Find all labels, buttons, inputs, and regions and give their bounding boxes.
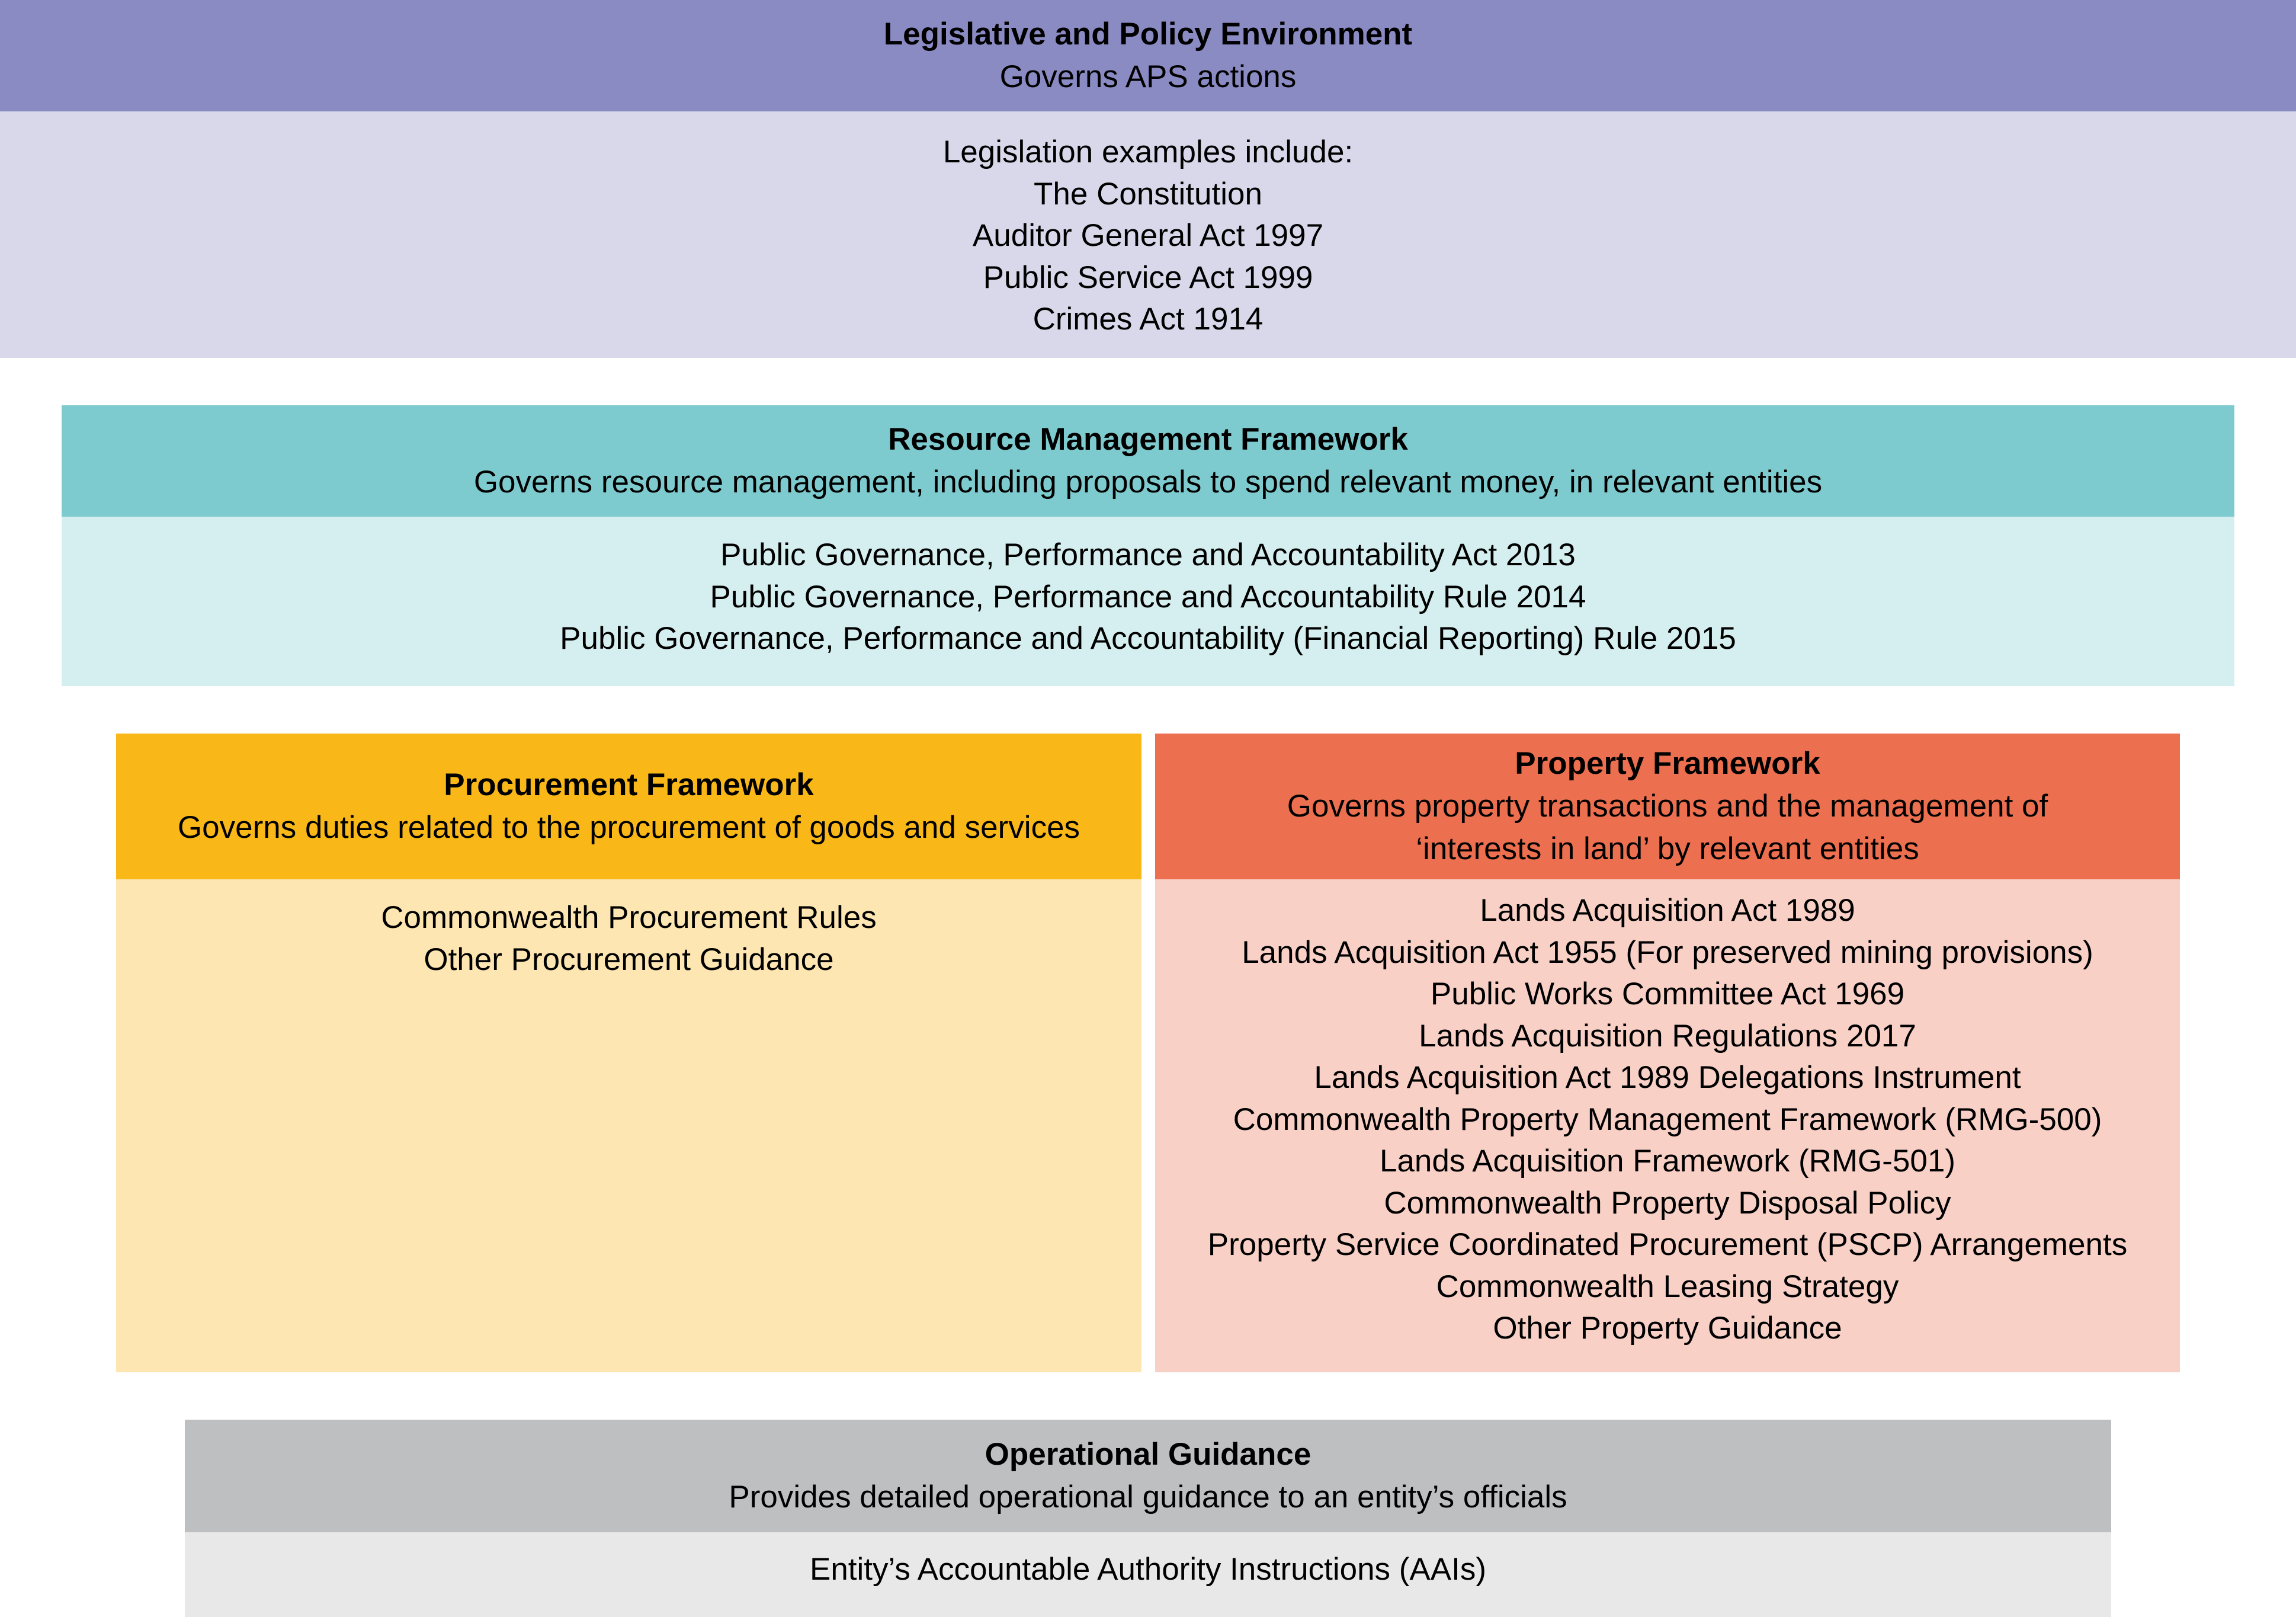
procurement-framework-title: Procurement Framework: [444, 767, 814, 802]
operational-guidance-subtitle: Provides detailed operational guidance to an entity’s officials: [729, 1480, 1567, 1514]
procurement-framework-list: [116, 879, 1141, 1372]
resource-management-list: [62, 517, 2234, 686]
legislation-item: Crimes Act 1914: [1032, 302, 1264, 337]
resource-management-subtitle: Governs resource management, including proposals to spend relevant money, in relevant entities: [473, 465, 1823, 499]
legislative-policy-subtitle: Governs APS actions: [999, 59, 1297, 94]
property-framework-block: [1155, 734, 2180, 1372]
procurement-framework-block: [116, 734, 1141, 1372]
legislative-policy-header: [0, 0, 2296, 111]
resource-item: Public Governance, Performance and Accountability Act 2013: [720, 537, 1576, 572]
legislative-policy-list: [0, 111, 2296, 358]
operational-guidance-title: Operational Guidance: [985, 1437, 1311, 1472]
operational-item: Entity’s Accountable Authority Instructions (AAIs): [809, 1552, 1486, 1587]
resource-management-title: Resource Management Framework: [888, 422, 1408, 457]
procurement-item: Commonwealth Procurement Rules: [381, 900, 877, 935]
procurement-framework-subtitle: Governs duties related to the procurement of goods and services: [177, 810, 1080, 845]
procurement-item: Other Procurement Guidance: [424, 942, 834, 977]
property-item: Lands Acquisition Act 1955 (For preserved mining provisions): [1242, 934, 2093, 970]
property-item: Commonwealth Leasing Strategy: [1436, 1269, 1899, 1304]
resource-item: Public Governance, Performance and Accountability Rule 2014: [710, 579, 1586, 614]
legislation-item: Auditor General Act 1997: [972, 218, 1324, 253]
property-item: Other Property Guidance: [1493, 1311, 1842, 1346]
property-item: Commonwealth Property Management Framework (RMG-500): [1233, 1102, 2102, 1137]
property-item: Public Works Committee Act 1969: [1430, 976, 1905, 1011]
property-framework-list: [1155, 879, 2180, 1372]
procurement-framework-header: [116, 734, 1141, 879]
property-framework-subtitle-line: ‘interests in land’ by relevant entities: [1416, 831, 1919, 866]
property-item: Commonwealth Property Disposal Policy: [1384, 1185, 1951, 1221]
legislative-policy-title: Legislative and Policy Environment: [883, 17, 1413, 52]
resource-item: Public Governance, Performance and Accountability (Financial Reporting) Rule 2015: [560, 621, 1736, 656]
property-item: Lands Acquisition Act 1989 Delegations Instrument: [1314, 1060, 2021, 1095]
property-item: Property Service Coordinated Procurement (PSCP) Arrangements: [1207, 1227, 2128, 1262]
property-framework-title: Property Framework: [1515, 746, 1820, 781]
resource-management-block: [62, 405, 2234, 686]
legislative-policy-block: [0, 0, 2296, 358]
property-framework-header: [1155, 734, 2180, 879]
legislation-item: The Constitution: [1034, 176, 1262, 212]
property-framework-subtitle-line: Governs property transactions and the management of: [1287, 789, 2048, 824]
legislation-item: Public Service Act 1999: [983, 260, 1313, 295]
property-item: Lands Acquisition Act 1989: [1480, 893, 1855, 928]
legislation-intro: Legislation examples include:: [942, 135, 1354, 169]
operational-guidance-list: [185, 1532, 2111, 1617]
property-item: Lands Acquisition Regulations 2017: [1419, 1018, 1916, 1054]
resource-management-header: [62, 405, 2234, 517]
operational-guidance-block: [185, 1420, 2111, 1617]
property-item: Lands Acquisition Framework (RMG-501): [1379, 1144, 1955, 1179]
operational-guidance-header: [185, 1420, 2111, 1532]
